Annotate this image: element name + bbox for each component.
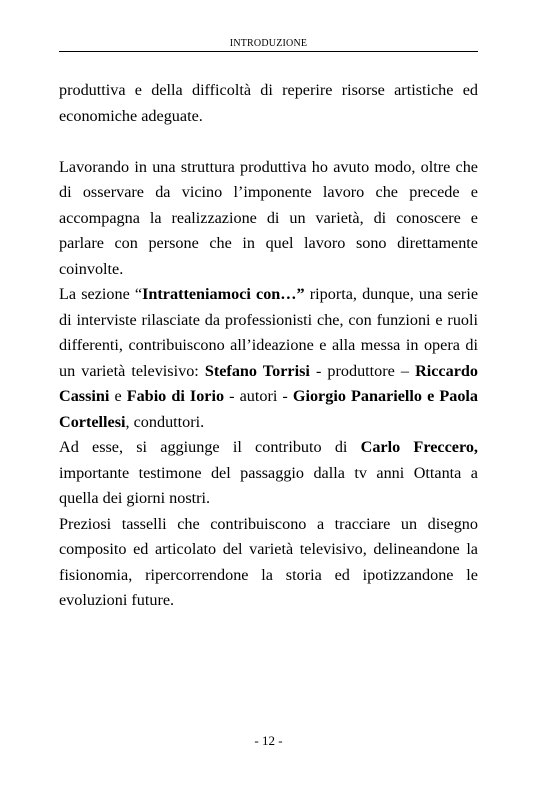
name-riccardo-cassini: Riccardo Cassini [59,361,478,405]
header-rule [59,51,478,52]
paragraph-3-text-2: riporta, dunque, una serie di interviste rilasciate da professionisti che, con funzioni e ruoli differenti, contribuiscono all’ideazione e alla messa in opera di un varietà televisivo: [59,285,478,380]
paragraph-1: produttiva e della difficoltà di reperire risorse artistiche ed economiche adeguate. [59,81,478,125]
paragraph-3-text-3: - produttore – [309,361,416,380]
paragraph-5: Preziosi tasselli che contribuiscono a tracciare un disegno composito ed articolato del varietà televisivo, delineandone la fisionomia, ripercorrendone la storia ed ipotizzandone le evoluzioni future. [59,514,478,609]
name-fabio-di-iorio: Fabio di Iorio [126,387,225,405]
paragraph-4-text-1: Ad esse, si aggiunge il contributo di [59,438,361,456]
paragraph-2: Lavorando in una struttura produttiva ho avuto modo, oltre che di osservare da vicino l’imponente lavoro che precede e accompagna la realizzazione di un varietà, di conoscere e parlare con persone che in quel lavoro sono direttamente coinvolte. [59,157,478,278]
paragraph-3-text-1: La sezione “ [59,285,143,303]
page-number: - 12 - [254,733,283,748]
paragraph-3-text-5: - autori - [224,387,293,405]
paragraph-4 [59,435,478,512]
paragraph-4-text-2: importante testimone del passaggio dalla tv anni Ottanta a quella dei giorni nostri. [59,463,478,507]
name-carlo-freccero: Carlo Freccero, [360,438,478,456]
name-panariello-cortellesi: Giorgio Panariello e Paola Cortellesi [59,387,478,431]
paragraph-3-text-6: , conduttori. [125,412,205,431]
section-title-intratteniamoci: Intratteniamoci con…” [142,285,305,303]
name-stefano-torrisi: Stefano Torrisi [204,361,310,380]
body-text [59,78,478,614]
paragraph-3-text-4: e [109,387,127,405]
paragraph-3 [59,282,478,435]
running-header: INTRODUZIONE [229,38,308,49]
